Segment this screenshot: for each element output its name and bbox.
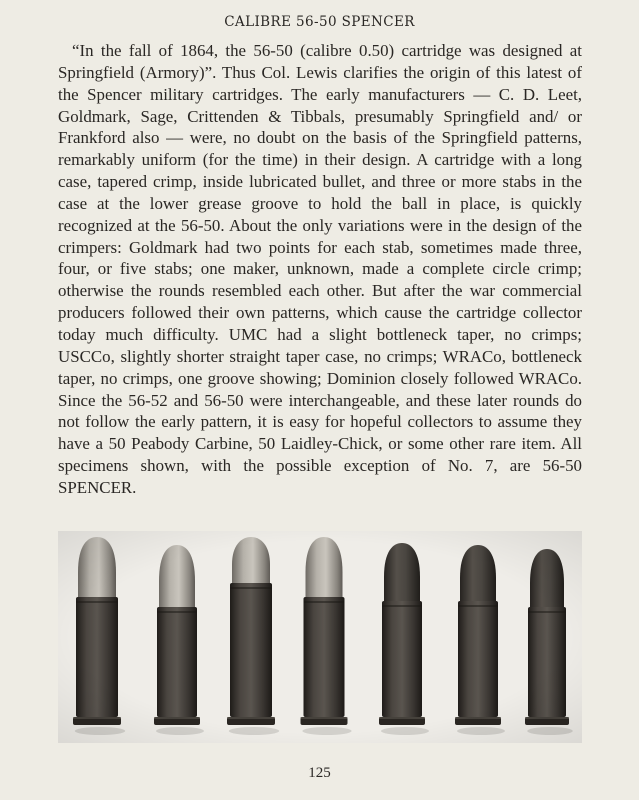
cartridge-photo-svg <box>58 531 582 743</box>
page-header: CALIBRE 56-50 SPENCER <box>224 14 415 30</box>
page-number: 125 <box>308 765 331 781</box>
body-paragraph: “In the fall of 1864, the 56-50 (calibre 0.50) cartridge was designed at Springfield (Armory)”. Thus Col. Lewis clarifies the origin of this latest of the Spencer military cartridges. The early manufacturers — C. D. Leet, Goldmark, Sage, Crittenden & Tibbals, presumably Springfield and/ or Frankford also — were, no doubt on the basis of the Springfield patterns, remarkably uniform (for the time) in their design. A cartridge with a long case, tapered crimp, inside lubricated bullet, and three or more stabs in the case at the lower grease groove to hold the ball in place, is quickly recognized at the 56-50. About the only variations were in the design of the crimpers: Goldmark had two points for each stab, sometimes made three, four, or five stabs; one maker, unknown, made a complete circle crimp; otherwise the rounds resembled each other. But after the war commercial producers followed their own patterns, which cause the cartridge collector today much difficulty. UMC had a slight bottleneck taper, no crimps; USCCo, slightly shorter straight taper case, no crimps; WRACo, bottleneck taper, no crimps, one groove showing; Dominion closely followed WRACo. Since the 56-52 and 56-50 were interchangeable, and these later rounds do not follow the early pattern, it is easy for hopeful collectors to assume they have a 50 Peabody Carbine, 50 Laidley-Chick, or some other rare item. All specimens shown, with the possible exception of No. 7, are 56-50 SPENCER. <box>58 41 582 497</box>
cartridge-photograph <box>58 531 582 743</box>
